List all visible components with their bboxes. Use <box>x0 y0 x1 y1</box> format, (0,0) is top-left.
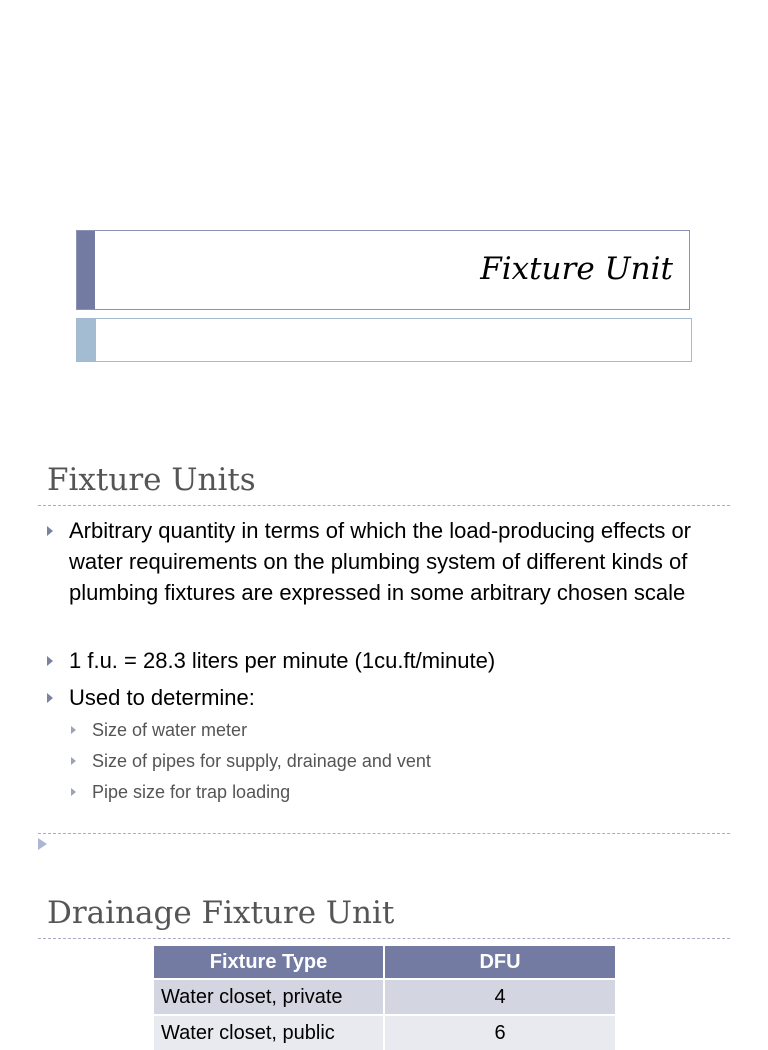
table-header-row <box>154 946 615 979</box>
dfu-table <box>154 946 615 1050</box>
fixture-type-cell: Water closet, private <box>154 979 384 1015</box>
fixture-type-cell: Water closet, public <box>154 1015 384 1050</box>
header-dfu: DFU <box>384 946 615 979</box>
slide-title: Fixture Unit <box>480 251 673 287</box>
sub-bullet-item: Size of water meter <box>71 718 247 742</box>
bullet-item: Used to determine: <box>47 682 737 713</box>
header-fixture-type: Fixture Type <box>154 946 384 979</box>
bullet-triangle-icon <box>47 693 53 703</box>
table-row <box>154 979 615 1015</box>
dfu-cell: 4 <box>384 979 615 1015</box>
drainage-heading: Drainage Fixture Unit <box>47 895 395 931</box>
sub-bullet-triangle-icon <box>71 757 76 765</box>
empty-bullet-triangle-icon <box>38 838 47 850</box>
sub-bullet-item: Size of pipes for supply, drainage and vent <box>71 749 431 773</box>
sub-bullet-triangle-icon <box>71 726 76 734</box>
table-row <box>154 1015 615 1050</box>
bullet-triangle-icon <box>47 656 53 666</box>
subtitle-accent-bar <box>77 319 96 361</box>
heading-divider <box>38 938 730 939</box>
title-accent-bar <box>77 231 95 309</box>
sub-bullet-item: Pipe size for trap loading <box>71 780 290 804</box>
heading-divider <box>38 505 730 506</box>
title-box <box>76 230 690 310</box>
fixture-units-heading: Fixture Units <box>47 462 256 498</box>
bullet-item: Arbitrary quantity in terms of which the load-producing effects or water requirements on the plumbing system of different kinds of plumbing fixtures are expressed in some arbitrary chosen scale <box>47 515 737 608</box>
subtitle-box <box>76 318 692 362</box>
dfu-cell: 6 <box>384 1015 615 1050</box>
section-divider <box>38 833 730 834</box>
bullet-triangle-icon <box>47 526 53 536</box>
bullet-item: 1 f.u. = 28.3 liters per minute (1cu.ft/minute) <box>47 645 737 676</box>
sub-bullet-triangle-icon <box>71 788 76 796</box>
